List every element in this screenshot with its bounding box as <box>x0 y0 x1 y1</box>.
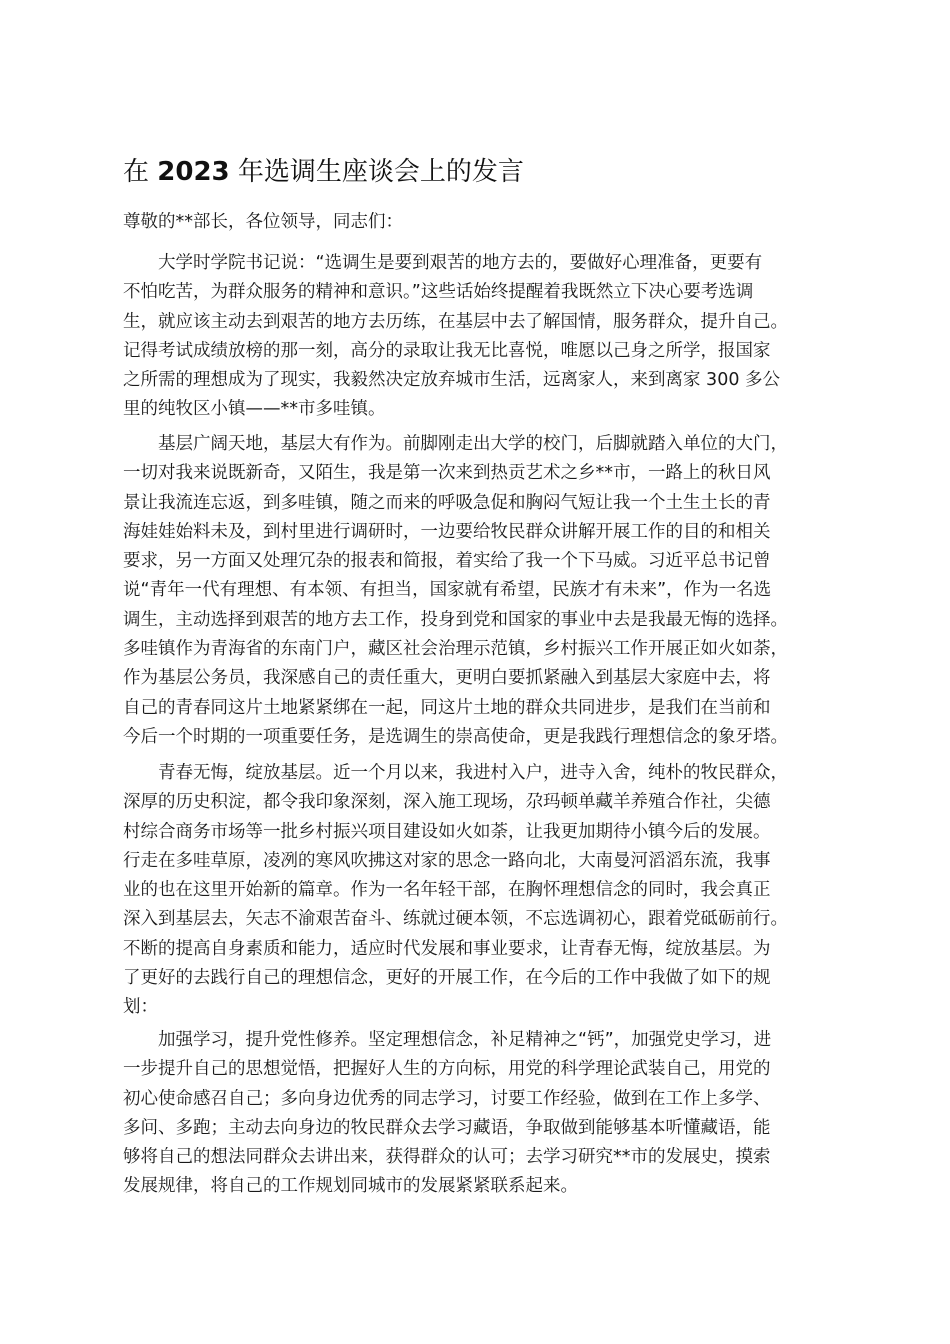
paragraph-line: 发展规律，将自己的工作规划同城市的发展紧紧联系起来。 <box>123 1176 578 1197</box>
title-year: 2023 <box>157 157 230 187</box>
paragraph-line: 多哇镇作为青海省的东南门户，藏区社会治理示范镇，乡村振兴工作开展正如火如荼， <box>123 639 788 660</box>
paragraph-line: 自己的青春同这片土地紧紧绑在一起，同这片土地的群众共同进步，是我们在当前和 <box>123 697 771 718</box>
paragraph-line: 作为基层公务员，我深感自己的责任重大，更明白要抓紧融入到基层大家庭中去，将 <box>123 668 771 689</box>
paragraph-line: 多问、多跑；主动去向身边的牧民群众去学习藏语，争取做到能够基本听懂藏语，能 <box>123 1117 771 1138</box>
paragraph-line: 业的也在这里开始新的篇章。作为一名年轻干部，在胸怀理想信念的同时，我会真正 <box>123 880 771 901</box>
paragraph-line: 基层广阔天地，基层大有作为。前脚刚走出大学的校门，后脚就踏入单位的大门， <box>158 434 788 454</box>
paragraph-line: 深厚的历史积淀，都令我印象深刻，深入施工现场，尕玛顿单藏羊养殖合作社，尖德 <box>123 792 771 813</box>
paragraph-line: 够将自己的想法同群众去讲出来，获得群众的认可；去学习研究**市的发展史，摸索 <box>123 1147 771 1168</box>
paragraph-line: 初心使命感召自己；多向身边优秀的同志学习，讨要工作经验，做到在工作上多学、 <box>123 1088 771 1109</box>
paragraph-line: 景让我流连忘返，到多哇镇，随之而来的呼吸急促和胸闷气短让我一个土生土长的青 <box>123 492 771 513</box>
salutation: 尊敬的**部长，各位领导，同志们： <box>123 212 403 232</box>
paragraph-line: 要求，另一方面又处理冗杂的报表和简报，着实给了我一个下马威。习近平总书记曾 <box>123 551 771 572</box>
title-prefix: 在 <box>123 157 150 187</box>
paragraph-line: 一切对我来说既新奇，又陌生，我是第一次来到热贡艺术之乡**市，一路上的秋日风 <box>123 463 771 484</box>
paragraph-line: 记得考试成绩放榜的那一刻，高分的录取让我无比喜悦，唯愿以己身之所学，报国家 <box>123 340 771 361</box>
paragraph-line: 一步提升自己的思想觉悟，把握好人生的方向标，用党的科学理论武装自己，用党的 <box>123 1059 771 1080</box>
paragraph-line: 行走在多哇草原，凌冽的寒风吹拂这对家的思念一路向北，大南曼河滔滔东流，我事 <box>123 850 771 871</box>
paragraph-2 <box>123 430 831 752</box>
paragraph-line: 之所需的理想成为了现实，我毅然决定放弃城市生活，远离家人，来到离家 300 多公 <box>123 370 781 391</box>
paragraph-line: 青春无悔，绽放基层。近一个月以来，我进村入户，进寺入舍，纯朴的牧民群众， <box>158 763 788 783</box>
paragraph-3 <box>123 759 831 1023</box>
paragraph-line: 划： <box>123 997 158 1018</box>
paragraph-line: 说“青年一代有理想、有本领、有担当，国家就有希望，民族才有未来”，作为一名选 <box>123 580 772 601</box>
paragraph-line: 深入到基层去，矢志不渝艰苦奋斗、练就过硬本领，不忘选调初心，跟着党砥砺前行。 <box>123 909 788 930</box>
paragraph-4 <box>123 1026 831 1202</box>
paragraph-line: 调生，主动选择到艰苦的地方去工作，投身到党和国家的事业中去是我最无悔的选择。 <box>123 609 788 630</box>
paragraph-line: 不断的提高自身素质和能力，适应时代发展和事业要求，让青春无悔，绽放基层。为 <box>123 938 771 959</box>
paragraph-line: 大学时学院书记说：“选调生是要到艰苦的地方去的，要做好心理准备，更要有 <box>158 253 763 273</box>
document-title <box>123 152 524 192</box>
paragraph-line: 海娃娃始料未及，到村里进行调研时，一边要给牧民群众讲解开展工作的目的和相关 <box>123 521 771 542</box>
title-suffix: 年选调生座谈会上的发言 <box>237 157 524 187</box>
paragraph-line: 村综合商务市场等一批乡村振兴项目建设如火如荼，让我更加期待小镇今后的发展。 <box>123 821 771 842</box>
paragraph-line: 今后一个时期的一项重要任务，是选调生的崇高使命，更是我践行理想信念的象牙塔。 <box>123 726 788 747</box>
paragraph-1 <box>123 249 831 425</box>
paragraph-line: 不怕吃苦，为群众服务的精神和意识。”这些话始终提醒着我既然立下决心要考选调 <box>123 282 754 303</box>
paragraph-line: 加强学习，提升党性修养。坚定理想信念，补足精神之“钙”，加强党史学习，进 <box>158 1030 772 1050</box>
paragraph-line: 了更好的去践行自己的理想信念，更好的开展工作，在今后的工作中我做了如下的规 <box>123 968 771 989</box>
paragraph-line: 生，就应该主动去到艰苦的地方去历练，在基层中去了解国情，服务群众，提升自己。 <box>123 311 788 332</box>
paragraph-line: 里的纯牧区小镇——**市多哇镇。 <box>123 399 386 420</box>
